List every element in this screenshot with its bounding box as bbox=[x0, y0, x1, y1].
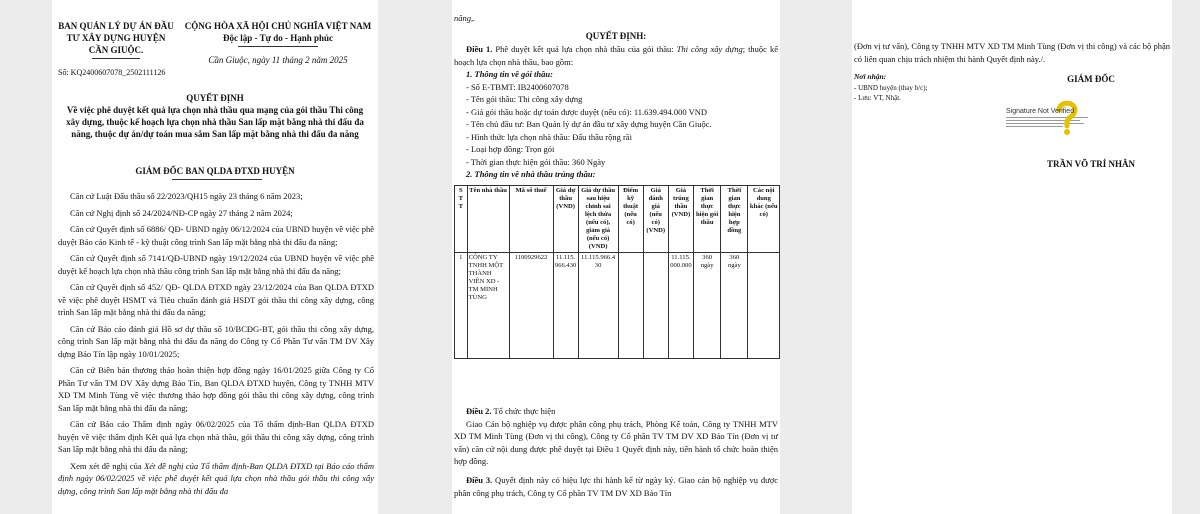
recipients-label: Nơi nhận: bbox=[854, 72, 887, 81]
para-1: Căn cứ Luật Đấu thầu số 22/2023/QH15 ngày 23 tháng 6 năm 2023; bbox=[70, 191, 303, 201]
article-1 bbox=[454, 43, 778, 181]
col-header: Giá dự thầu (VND) bbox=[553, 186, 578, 253]
cell-eval-price bbox=[643, 253, 668, 359]
para-9-italic: Xét đề nghị của Tổ thẩm định-Ban QLDA ĐTXD tại Báo cáo thẩm định ngày 06/02/2025 về việc phê duyệt kết quả lựa chọn nhà thầu gói thầu thi công xây dựng, công trình San lấp mặt bằng nhà thi đấu đa bbox=[58, 460, 374, 496]
bid-item: - Hình thức lựa chọn nhà thầu: Đấu thầu rộng rãi bbox=[466, 131, 632, 142]
nation-line-1: CỘNG HÒA XÃ HỘI CHỦ NGHĨA VIỆT NAM bbox=[184, 21, 372, 31]
table-row bbox=[455, 253, 780, 359]
col-header: Giá trúng thầu (VND) bbox=[668, 186, 693, 253]
cell-other bbox=[748, 253, 780, 359]
bid-item: - Giá gói thầu hoặc dự toán được duyệt (nếu có): 11.639.494.000 VND bbox=[466, 106, 708, 117]
document-page-3[interactable] bbox=[852, 0, 1172, 514]
para-8: Căn cứ Báo cáo Thẩm định ngày 06/02/2025 của Tổ thẩm định-Ban QLDA ĐTXD huyện về việc thẩm định Kết quả lựa chọn nhà thầu, gói thầu thi công xây dựng, công trình San lấp mặt bằng nhà thi đấu đa năng; bbox=[58, 419, 374, 454]
cell-contract-duration: 360 ngày bbox=[721, 253, 748, 359]
col-header: Các nội dung khác (nếu có) bbox=[748, 186, 780, 253]
cell-tech-score bbox=[618, 253, 643, 359]
article-2-heading bbox=[454, 405, 778, 418]
para-9-plain: Xem xét đề nghị của bbox=[70, 460, 145, 471]
agency-line-2: TƯ XÂY DỰNG HUYỆN bbox=[66, 33, 166, 43]
nation-line-2: Độc lập - Tự do - Hạnh phúc bbox=[222, 33, 333, 43]
cell-stt: 1 bbox=[455, 253, 468, 359]
col-header: Điểm kỹ thuật (nếu có) bbox=[618, 186, 643, 253]
article-1-text bbox=[454, 43, 778, 68]
place-date: Cần Giuộc, ngày 11 tháng 2 năm 2025 bbox=[208, 55, 348, 65]
recipient: - UBND huyện (thay b/c); bbox=[854, 84, 928, 92]
cell-adjusted-price: 11.115.966.430 bbox=[578, 253, 618, 359]
preamble bbox=[58, 190, 374, 497]
para-2: Căn cứ Nghị định số 24/2024/NĐ-CP ngày 27 tháng 2 năm 2024; bbox=[70, 207, 293, 218]
col-header: S T T bbox=[455, 186, 468, 253]
doc-number: Số: KQ2400607078_2502111126 bbox=[58, 68, 166, 77]
article-1-body: Phê duyệt kết quả lựa chọn nhà thầu của gói thầu: bbox=[492, 44, 677, 54]
col-header: Tên nhà thầu bbox=[467, 186, 509, 253]
section-winner-title: 2. Thông tin về nhà thầu trúng thầu: bbox=[466, 169, 596, 179]
document-page-1[interactable] bbox=[52, 0, 378, 514]
article-2 bbox=[454, 405, 778, 468]
col-header: Mã số thuế bbox=[509, 186, 553, 253]
section-bid-info-title: 1. Thông tin về gói thầu: bbox=[466, 69, 553, 79]
issuing-agency bbox=[52, 20, 180, 56]
para-9 bbox=[58, 460, 374, 498]
cell-tax-code: 1100929622 bbox=[509, 253, 553, 359]
article-2-body: Giao Cán bộ nghiệp vụ được phân công phụ trách, Phòng Kế toán, Công ty TNHH MTV XD TM Minh Tùng (Đơn vị thi công), Công ty Cổ phần TV TM DV XD Bảo Tín (Đơn vị tư vấn) căn cứ nội dung được phê duyệt tại Điều 1 Quyết định này, tiến hành tổ chức hoàn thiện hợp đồng. bbox=[454, 418, 778, 466]
gutter-right bbox=[1172, 0, 1200, 514]
bid-item: - Tên gói thầu: Thi công xây dựng bbox=[466, 94, 583, 104]
agency-underline bbox=[92, 58, 140, 59]
article-3 bbox=[454, 474, 778, 499]
article-3-label: Điều 3. bbox=[466, 475, 493, 485]
decision-title: QUYẾT ĐỊNH: bbox=[585, 31, 647, 41]
col-header: Giá đánh giá (nếu có) (VND) bbox=[643, 186, 668, 253]
cell-contractor-name: CÔNG TY TNHH MỘT THÀNH VIÊN XD - TM MINH TÙNG bbox=[467, 253, 509, 359]
article-3-text bbox=[454, 474, 778, 499]
article-1-tail: ; thuộc kế hoạch lựa chọn nhà thầu, bao gồm: bbox=[454, 44, 778, 67]
cell-package-duration: 360 ngày bbox=[693, 253, 720, 359]
document-page-2[interactable] bbox=[452, 0, 780, 514]
heading-underline bbox=[172, 179, 262, 180]
recipient: - Lưu: VT, Nhật. bbox=[854, 94, 901, 102]
col-header: Thời gian thực hiện hợp đồng bbox=[721, 186, 748, 253]
carry-over-text: năng,. bbox=[454, 13, 476, 23]
digital-signature-block[interactable] bbox=[1002, 102, 1112, 142]
doc-subject: Về việc phê duyệt kết quả lựa chọn nhà thầu qua mạng của gói thầu Thi công xây dựng, thuộc kế hoạch lựa chọn nhà thầu San lấp mặt bằng nhà thi đấu đa năng, thuộc dự án/dự toán mua sắm San lấp mặt bằng nhà thi đấu đa năng bbox=[66, 105, 364, 139]
bid-item: - Tên chủ đầu tư: Ban Quản lý dự án đầu tư xây dựng huyện Cần Giuộc. bbox=[466, 119, 712, 129]
gutter-1 bbox=[378, 0, 452, 514]
contractor-table bbox=[454, 185, 780, 359]
gutter-2 bbox=[780, 0, 852, 514]
director-heading: GIÁM ĐỐC BAN QLDA ĐTXD HUYỆN bbox=[135, 166, 295, 176]
article-2-title: Tổ chức thực hiện bbox=[491, 406, 556, 416]
para-7: Căn cứ Biên bản thương thảo hoàn thiện hợp đồng ngày 16/01/2025 giữa Công ty Cổ Phần Tư vấn TM DV Xây dựng Bảo Tín, Ban QLDA ĐTXD huyện, Công ty TNHH MTV XD TM Minh Tùng về việc thương thảo hợp đồng gói thầu thi công xây dựng, công trình San lấp mặt bằng nhà thi đấu đa năng; bbox=[58, 365, 374, 413]
signature-status: Signature Not Verified bbox=[1006, 108, 1075, 115]
motto-underline bbox=[238, 46, 318, 47]
para-6: Căn cứ Báo cáo đánh giá Hồ sơ dự thầu số 10/BCĐG-BT, gói thầu thi công xây dựng, công trình San lấp mặt bằng nhà thi đấu đa năng do Công ty Cổ Phần Tư vấn TM DV Xây dựng Bảo Tín lập ngày 10/01/2025; bbox=[58, 323, 374, 359]
para-3: Căn cứ Quyết định số 6886/ QĐ- UBND ngày 06/12/2024 của UBND huyện về việc phê duyệt Báo cáo Kinh tế - kỹ thuật công trình San lấp mặt bằng nhà thi đấu đa năng; bbox=[58, 224, 374, 247]
bid-item: - Số E-TBMT: IB2400607078 bbox=[466, 81, 569, 92]
col-header: Thời gian thực hiện gói thầu bbox=[693, 186, 720, 253]
para-4: Căn cứ Quyết định số 7141/QĐ-UBND ngày 19/12/2024 của UBND huyện về việc phê duyệt kế hoạch lựa chọn nhà thầu công trình San lấp mặt bằng nhà thi đấu đa năng; bbox=[58, 253, 374, 276]
recipients-list bbox=[854, 83, 927, 103]
cell-bid-price: 11.115.966.430 bbox=[553, 253, 578, 359]
article-2-label: Điều 2. bbox=[466, 406, 492, 416]
article-3-body: Quyết định này có hiệu lực thi hành kể từ ngày ký. Giao cán bộ nghiệp vụ được phân công phụ trách, Công ty Cổ phần TV TM DV XD Bảo Tín bbox=[454, 475, 778, 498]
signer-name: TRẦN VÕ TRÍ NHÂN bbox=[1047, 159, 1135, 169]
agency-line-3: CẦN GIUỘC. bbox=[88, 45, 144, 55]
doc-title: QUYẾT ĐỊNH bbox=[186, 93, 244, 103]
article-1-label: Điều 1. bbox=[466, 44, 493, 54]
bid-item: - Loại hợp đồng: Trọn gói bbox=[466, 144, 555, 154]
carry-over-text: (Đơn vị tư vấn), Công ty TNHH MTV XD TM Minh Tùng (Đơn vị thi công) và các bộ phận có liên quan chịu trách nhiệm thi hành Quyết định này./. bbox=[854, 41, 1170, 64]
col-header: Giá dự thầu sau hiệu chỉnh sai lệch thừa (nếu có), giảm giá (nếu có) (VND) bbox=[578, 186, 618, 253]
article-1-package: Thi công xây dựng bbox=[676, 44, 743, 54]
table-header-row bbox=[455, 186, 780, 253]
signer-title: GIÁM ĐỐC bbox=[1067, 74, 1115, 84]
cell-winning-price: 11.115.000.000 bbox=[668, 253, 693, 359]
signature-question-mark-icon bbox=[1052, 98, 1082, 136]
national-header bbox=[178, 20, 378, 44]
para-5: Căn cứ Quyết định số 452/ QĐ- QLDA ĐTXD ngày 23/12/2024 của Ban QLDA ĐTXD về việc phê duyệt HSMT và Tiêu chuẩn đánh giá HSDT gói thầu thi công xây dựng, công trình San lấp mặt bằng nhà thi đấu đa năng; bbox=[58, 282, 374, 317]
agency-line-1: BAN QUẢN LÝ DỰ ÁN ĐẦU bbox=[58, 21, 174, 31]
gutter-left bbox=[0, 0, 52, 514]
bid-item: - Thời gian thực hiện gói thầu: 360 Ngày bbox=[466, 156, 606, 167]
